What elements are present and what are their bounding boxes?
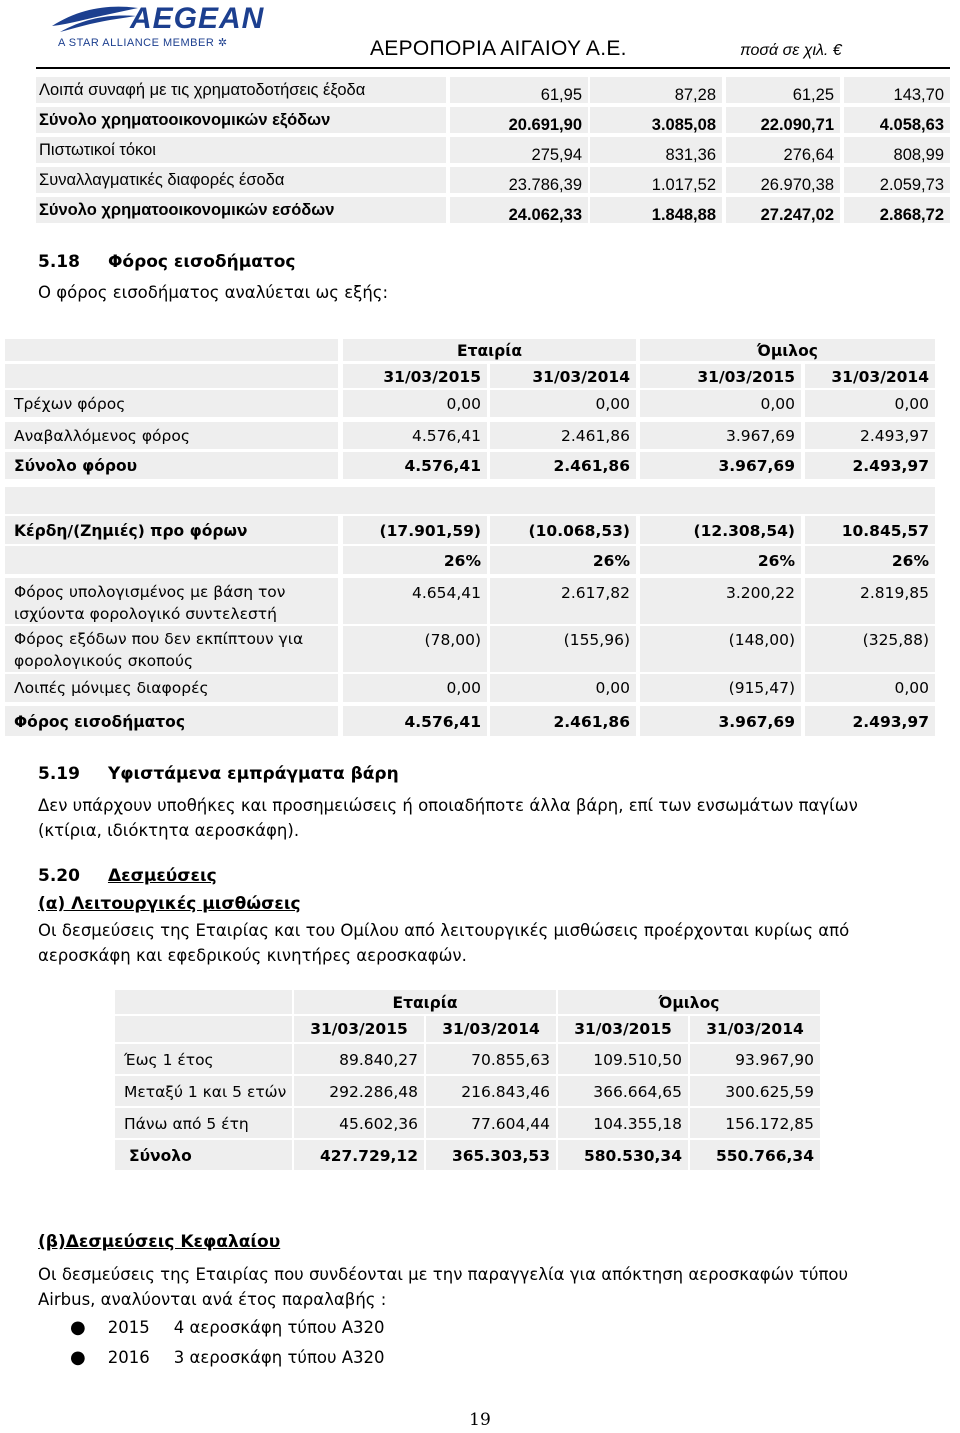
cell-value: 276,64 — [726, 137, 840, 163]
row-label-line: ισχύοντα φορολογικό συντελεστή — [14, 605, 277, 623]
cell-value: (155,96) — [490, 626, 636, 672]
table-row — [36, 167, 950, 193]
list-item: ● 2016 3 αεροσκάφη τύπου Α320 — [70, 1347, 385, 1368]
cell-value: 61,95 — [450, 77, 588, 103]
cell-value: 1.017,52 — [590, 167, 722, 193]
table-row — [36, 107, 950, 133]
section-520-text: Οι δεσμεύσεις της Εταιρίας και του Ομίλου από λειτουργικές μισθώσεις προέρχονται κυρίως από αεροσκάφη και εφεδρικούς κινητήρες αεροσκαφών. — [38, 921, 850, 965]
cell-value: 23.786,39 — [450, 167, 588, 193]
cell-value: 0,00 — [490, 390, 636, 417]
row-label: Σύνολο φόρου — [5, 452, 338, 479]
table-row — [36, 77, 950, 103]
cell-value: 365.303,53 — [426, 1140, 556, 1170]
date-header: 31/03/2015 — [294, 1016, 424, 1042]
separator-band — [5, 487, 935, 514]
cell-value: 580.530,34 — [558, 1140, 688, 1170]
cell-value: (10.068,53) — [490, 516, 636, 544]
group-group-header: Όμιλος — [558, 990, 820, 1014]
units-note: ποσά σε χιλ. € — [740, 42, 842, 59]
cell-value: 70.855,63 — [426, 1044, 556, 1074]
row-label-line: Φόρος εξόδων που δεν εκπίπτουν για — [14, 630, 304, 648]
group-company-header: Εταιρία — [294, 990, 556, 1014]
cell-value: 3.967,69 — [640, 422, 801, 449]
cell-value: 2.059,73 — [844, 167, 950, 193]
date-header: 31/03/2015 — [558, 1016, 688, 1042]
cell-value: 26% — [640, 546, 801, 574]
row-label: Λοιπές μόνιμες διαφορές — [5, 674, 338, 702]
cell-value: 2.493,97 — [805, 452, 935, 479]
row-label: Σύνολο χρηματοοικονομικών εσόδων — [36, 197, 446, 223]
row-label-line: φορολογικούς σκοπούς — [14, 652, 194, 670]
cell-value: 26% — [490, 546, 636, 574]
star-alliance-icon: ✲ — [217, 37, 228, 49]
date-header: 31/03/2014 — [690, 1016, 820, 1042]
cell-value: 2.461,86 — [490, 452, 636, 479]
row-label — [5, 578, 338, 624]
cell-value: 550.766,34 — [690, 1140, 820, 1170]
date-header: 31/03/2015 — [640, 364, 801, 388]
section-b-heading: (β)Δεσμεύσεις Κεφαλαίου — [38, 1232, 281, 1252]
row-label: Φόρος εισοδήματος — [5, 706, 338, 736]
date-header: 31/03/2014 — [426, 1016, 556, 1042]
cell-value: 24.062,33 — [450, 197, 588, 223]
cell-value: 89.840,27 — [294, 1044, 424, 1074]
cell-value: 366.664,65 — [558, 1076, 688, 1106]
cell-value: 2.461,86 — [490, 422, 636, 449]
cell-value: 3.200,22 — [640, 578, 801, 624]
capital-commitments-list — [70, 1315, 385, 1375]
cell-value: 27.247,02 — [726, 197, 840, 223]
row-label: Σύνολο — [115, 1140, 292, 1170]
date-header: 31/03/2014 — [805, 364, 935, 388]
row-label: Πάνω από 5 έτη — [115, 1108, 292, 1138]
cell-value: 0,00 — [805, 674, 935, 702]
cell-value: 0,00 — [343, 674, 487, 702]
company-name: ΑΕΡΟΠΟΡΙΑ ΑΙΓΑΙΟΥ Α.Ε. — [370, 37, 627, 60]
cell-value: 3.967,69 — [640, 452, 801, 479]
section-518-heading: 5.18 Φόρος εισοδήματος — [38, 252, 296, 272]
section-520-heading: 5.20 Δεσμεύσεις — [38, 866, 217, 886]
section-519-heading: 5.19 Υφιστάμενα εμπράγματα βάρη — [38, 764, 399, 784]
cell-value: 4.576,41 — [343, 422, 487, 449]
cell-value: 2.493,97 — [805, 422, 935, 449]
cell-value: 808,99 — [844, 137, 950, 163]
cell-value: 2.493,97 — [805, 706, 935, 736]
cell-value: 45.602,36 — [294, 1108, 424, 1138]
row-label: Πιστωτικοί τόκοι — [36, 137, 446, 163]
cell-value: 300.625,59 — [690, 1076, 820, 1106]
row-label: Αναβαλλόμενος φόρος — [5, 422, 338, 449]
cell-value: 2.461,86 — [490, 706, 636, 736]
cell-value: 3.967,69 — [640, 706, 801, 736]
row-label: Συναλλαγματικές διαφορές έσοδα — [36, 167, 446, 193]
cell-value: (12.308,54) — [640, 516, 801, 544]
group-company-header: Εταιρία — [343, 339, 636, 361]
group-group-header: Όμιλος — [640, 339, 935, 361]
row-label: Μεταξύ 1 και 5 ετών — [115, 1076, 292, 1106]
cell-value: 4.654,41 — [343, 578, 487, 624]
cell-value: 4.576,41 — [343, 706, 487, 736]
header-blank — [5, 364, 338, 388]
cell-value: 0,00 — [640, 390, 801, 417]
cell-value: 2.617,82 — [490, 578, 636, 624]
table-row — [36, 197, 950, 223]
cell-value: 4.576,41 — [343, 452, 487, 479]
row-label-line: Φόρος υπολογισμένος με βάση τον — [14, 583, 286, 601]
row-label: Κέρδη/(Ζημιές) προ φόρων — [5, 516, 338, 544]
aegean-logo — [50, 4, 140, 38]
header-blank — [5, 339, 338, 361]
header-blank — [115, 990, 292, 1014]
list-item: ● 2015 4 αεροσκάφη τύπου Α320 — [70, 1317, 385, 1338]
cell-value: 77.604,44 — [426, 1108, 556, 1138]
cell-value: 427.729,12 — [294, 1140, 424, 1170]
cell-value: 20.691,90 — [450, 107, 588, 133]
table-row — [36, 137, 950, 163]
row-label: Έως 1 έτος — [115, 1044, 292, 1074]
row-label-blank — [5, 546, 338, 574]
row-label — [5, 626, 338, 672]
cell-value: 10.845,57 — [805, 516, 935, 544]
cell-value: (78,00) — [343, 626, 487, 672]
cell-value: 3.085,08 — [590, 107, 722, 133]
date-header: 31/03/2015 — [343, 364, 487, 388]
cell-value: 104.355,18 — [558, 1108, 688, 1138]
row-label: Σύνολο χρηματοοικονομικών εξόδων — [36, 107, 446, 133]
cell-value: 831,36 — [590, 137, 722, 163]
cell-value: (17.901,59) — [343, 516, 487, 544]
cell-value: (148,00) — [640, 626, 801, 672]
cell-value: (915,47) — [640, 674, 801, 702]
cell-value: 143,70 — [844, 77, 950, 103]
cell-value: 1.848,88 — [590, 197, 722, 223]
cell-value: (325,88) — [805, 626, 935, 672]
header-blank — [115, 1016, 292, 1042]
cell-value: 0,00 — [343, 390, 487, 417]
section-519-text: Δεν υπάρχουν υποθήκες και προσημειώσεις ή οποιαδήποτε άλλα βάρη, επί των ενσωμάτων παγίων (κτίρια, ιδιόκτητα αεροσκάφη). — [38, 796, 858, 840]
logo-wordmark: AEGEAN — [130, 2, 265, 35]
cell-value: 26% — [343, 546, 487, 574]
cell-value: 292.286,48 — [294, 1076, 424, 1106]
cell-value: 109.510,50 — [558, 1044, 688, 1074]
cell-value: 2.868,72 — [844, 197, 950, 223]
row-label: Λοιπά συναφή με τις χρηματοδοτήσεις έξοδα — [36, 77, 446, 103]
bullet-icon: ● — [70, 1347, 86, 1368]
page-number: 19 — [469, 1410, 491, 1430]
cell-value: 93.967,90 — [690, 1044, 820, 1074]
date-header: 31/03/2014 — [490, 364, 636, 388]
cell-value: 0,00 — [805, 390, 935, 417]
header-rule — [36, 67, 950, 69]
row-label: Τρέχων φόρος — [5, 390, 338, 417]
cell-value: 22.090,71 — [726, 107, 840, 133]
cell-value: 275,94 — [450, 137, 588, 163]
cell-value: 26% — [805, 546, 935, 574]
cell-value: 216.843,46 — [426, 1076, 556, 1106]
logo-tagline: A STAR ALLIANCE MEMBER ✲ — [58, 37, 228, 49]
section-520-sub-a: (α) Λειτουργικές μισθώσεις — [38, 894, 301, 914]
cell-value: 4.058,63 — [844, 107, 950, 133]
cell-value: 2.819,85 — [805, 578, 935, 624]
section-b-text: Οι δεσμεύσεις της Εταιρίας που συνδέονται με την παραγγελία για απόκτηση αεροσκαφών τύπου Airbus, αναλύονται ανά έτος παραλαβής : — [38, 1265, 849, 1309]
cell-value: 0,00 — [490, 674, 636, 702]
cell-value: 156.172,85 — [690, 1108, 820, 1138]
bullet-icon: ● — [70, 1317, 86, 1338]
section-518-intro: Ο φόρος εισοδήματος αναλύεται ως εξής: — [38, 283, 389, 302]
cell-value: 26.970,38 — [726, 167, 840, 193]
cell-value: 61,25 — [726, 77, 840, 103]
cell-value: 87,28 — [590, 77, 722, 103]
